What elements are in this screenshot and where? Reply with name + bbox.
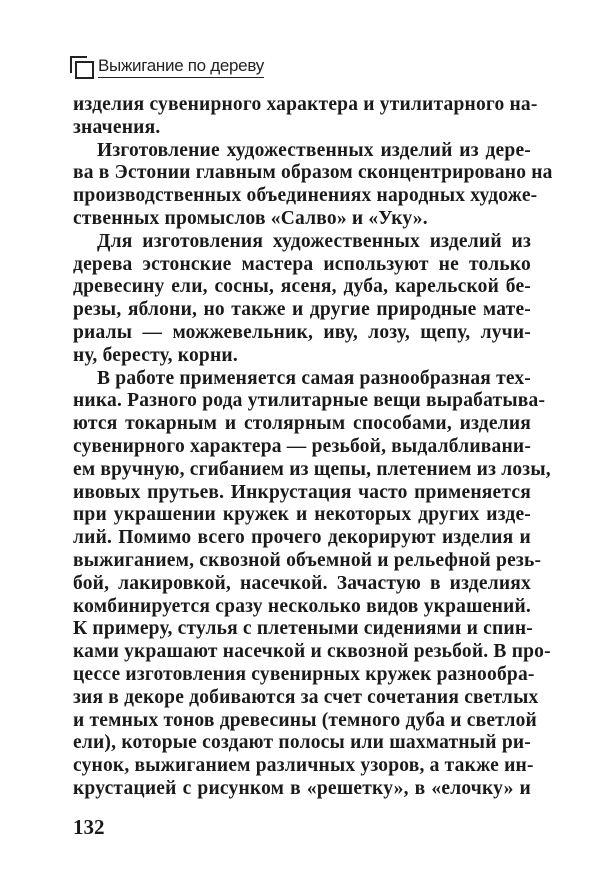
body-text [73, 94, 553, 801]
text-line: резы, яблони, но также и другие природные мате- [73, 299, 531, 321]
text-line: крустацией с рисунком в «решетку», в «елочку» и [73, 777, 531, 799]
text-line: риалы — можжевельник, иву, лозу, щепу, лучи- [73, 321, 531, 343]
text-line: ну, бересту, корни. [73, 344, 238, 366]
text-line: производственных объединениях народных художе- [73, 185, 538, 207]
text-line: ва в Эстонии главным образом сконцентрировано на [73, 162, 553, 184]
text-line: В работе применяется самая разнообразная тех- [97, 367, 531, 389]
text-line: древесину ели, сосны, ясеня, дуба, карельской бе- [73, 276, 531, 298]
text-line: сувенирного характера — резьбой, выдалбливани- [73, 435, 532, 457]
text-line: К примеру, стулья с плетеными сидениями и спин- [73, 618, 533, 640]
running-header-title: Выжигание по дереву [98, 56, 264, 78]
running-header [70, 52, 264, 78]
text-line: ели), которые создают полосы или шахматный ри- [73, 732, 531, 754]
text-line: ками украшают насечкой и сквозной резьбой. В про- [73, 641, 551, 663]
text-line: при украшении кружек и некоторых других изде- [73, 504, 531, 526]
text-line: ются токарным и столярным способами, изделия [73, 413, 531, 435]
text-line: цессе изготовления сувенирных кружек разнообра- [73, 663, 535, 685]
text-line: ственных промыслов «Салво» и «Уку». [73, 207, 428, 229]
text-line: ем вручную, сгибанием из щепы, плетением из лозы, [73, 458, 551, 480]
text-line: комбинируется сразу несколько видов украшений. [73, 595, 531, 617]
text-line: Изготовление художественных изделий из дере- [97, 139, 531, 161]
text-line: сунок, выжиганием различных узоров, а также ин- [73, 755, 534, 777]
text-line: ника. Разного рода утилитарные вещи вырабатыва- [73, 390, 546, 412]
book-pages-icon [70, 56, 94, 78]
text-line: выжиганием, сквозной объемной и рельефной резь- [73, 549, 542, 571]
page-number: 132 [73, 815, 105, 839]
text-line: ивовых прутьев. Инкрустация часто применяется [73, 481, 531, 503]
text-line: Для изготовления художественных изделий из [97, 230, 531, 252]
text-line: бой, лакировкой, насечкой. Зачастую в изделиях [73, 572, 531, 594]
text-line: и темных тонов древесины (темного дуба и светлой [73, 709, 537, 731]
text-line: изделия сувенирного характера и утилитарного на- [73, 94, 538, 115]
text-line: зия в декоре добиваются за счет сочетания светлых [73, 686, 539, 708]
text-line: значения. [73, 116, 161, 138]
text-line: дерева эстонские мастера используют не только [73, 253, 531, 275]
text-line: лий. Помимо всего прочего декорируют изделия и [73, 527, 531, 549]
